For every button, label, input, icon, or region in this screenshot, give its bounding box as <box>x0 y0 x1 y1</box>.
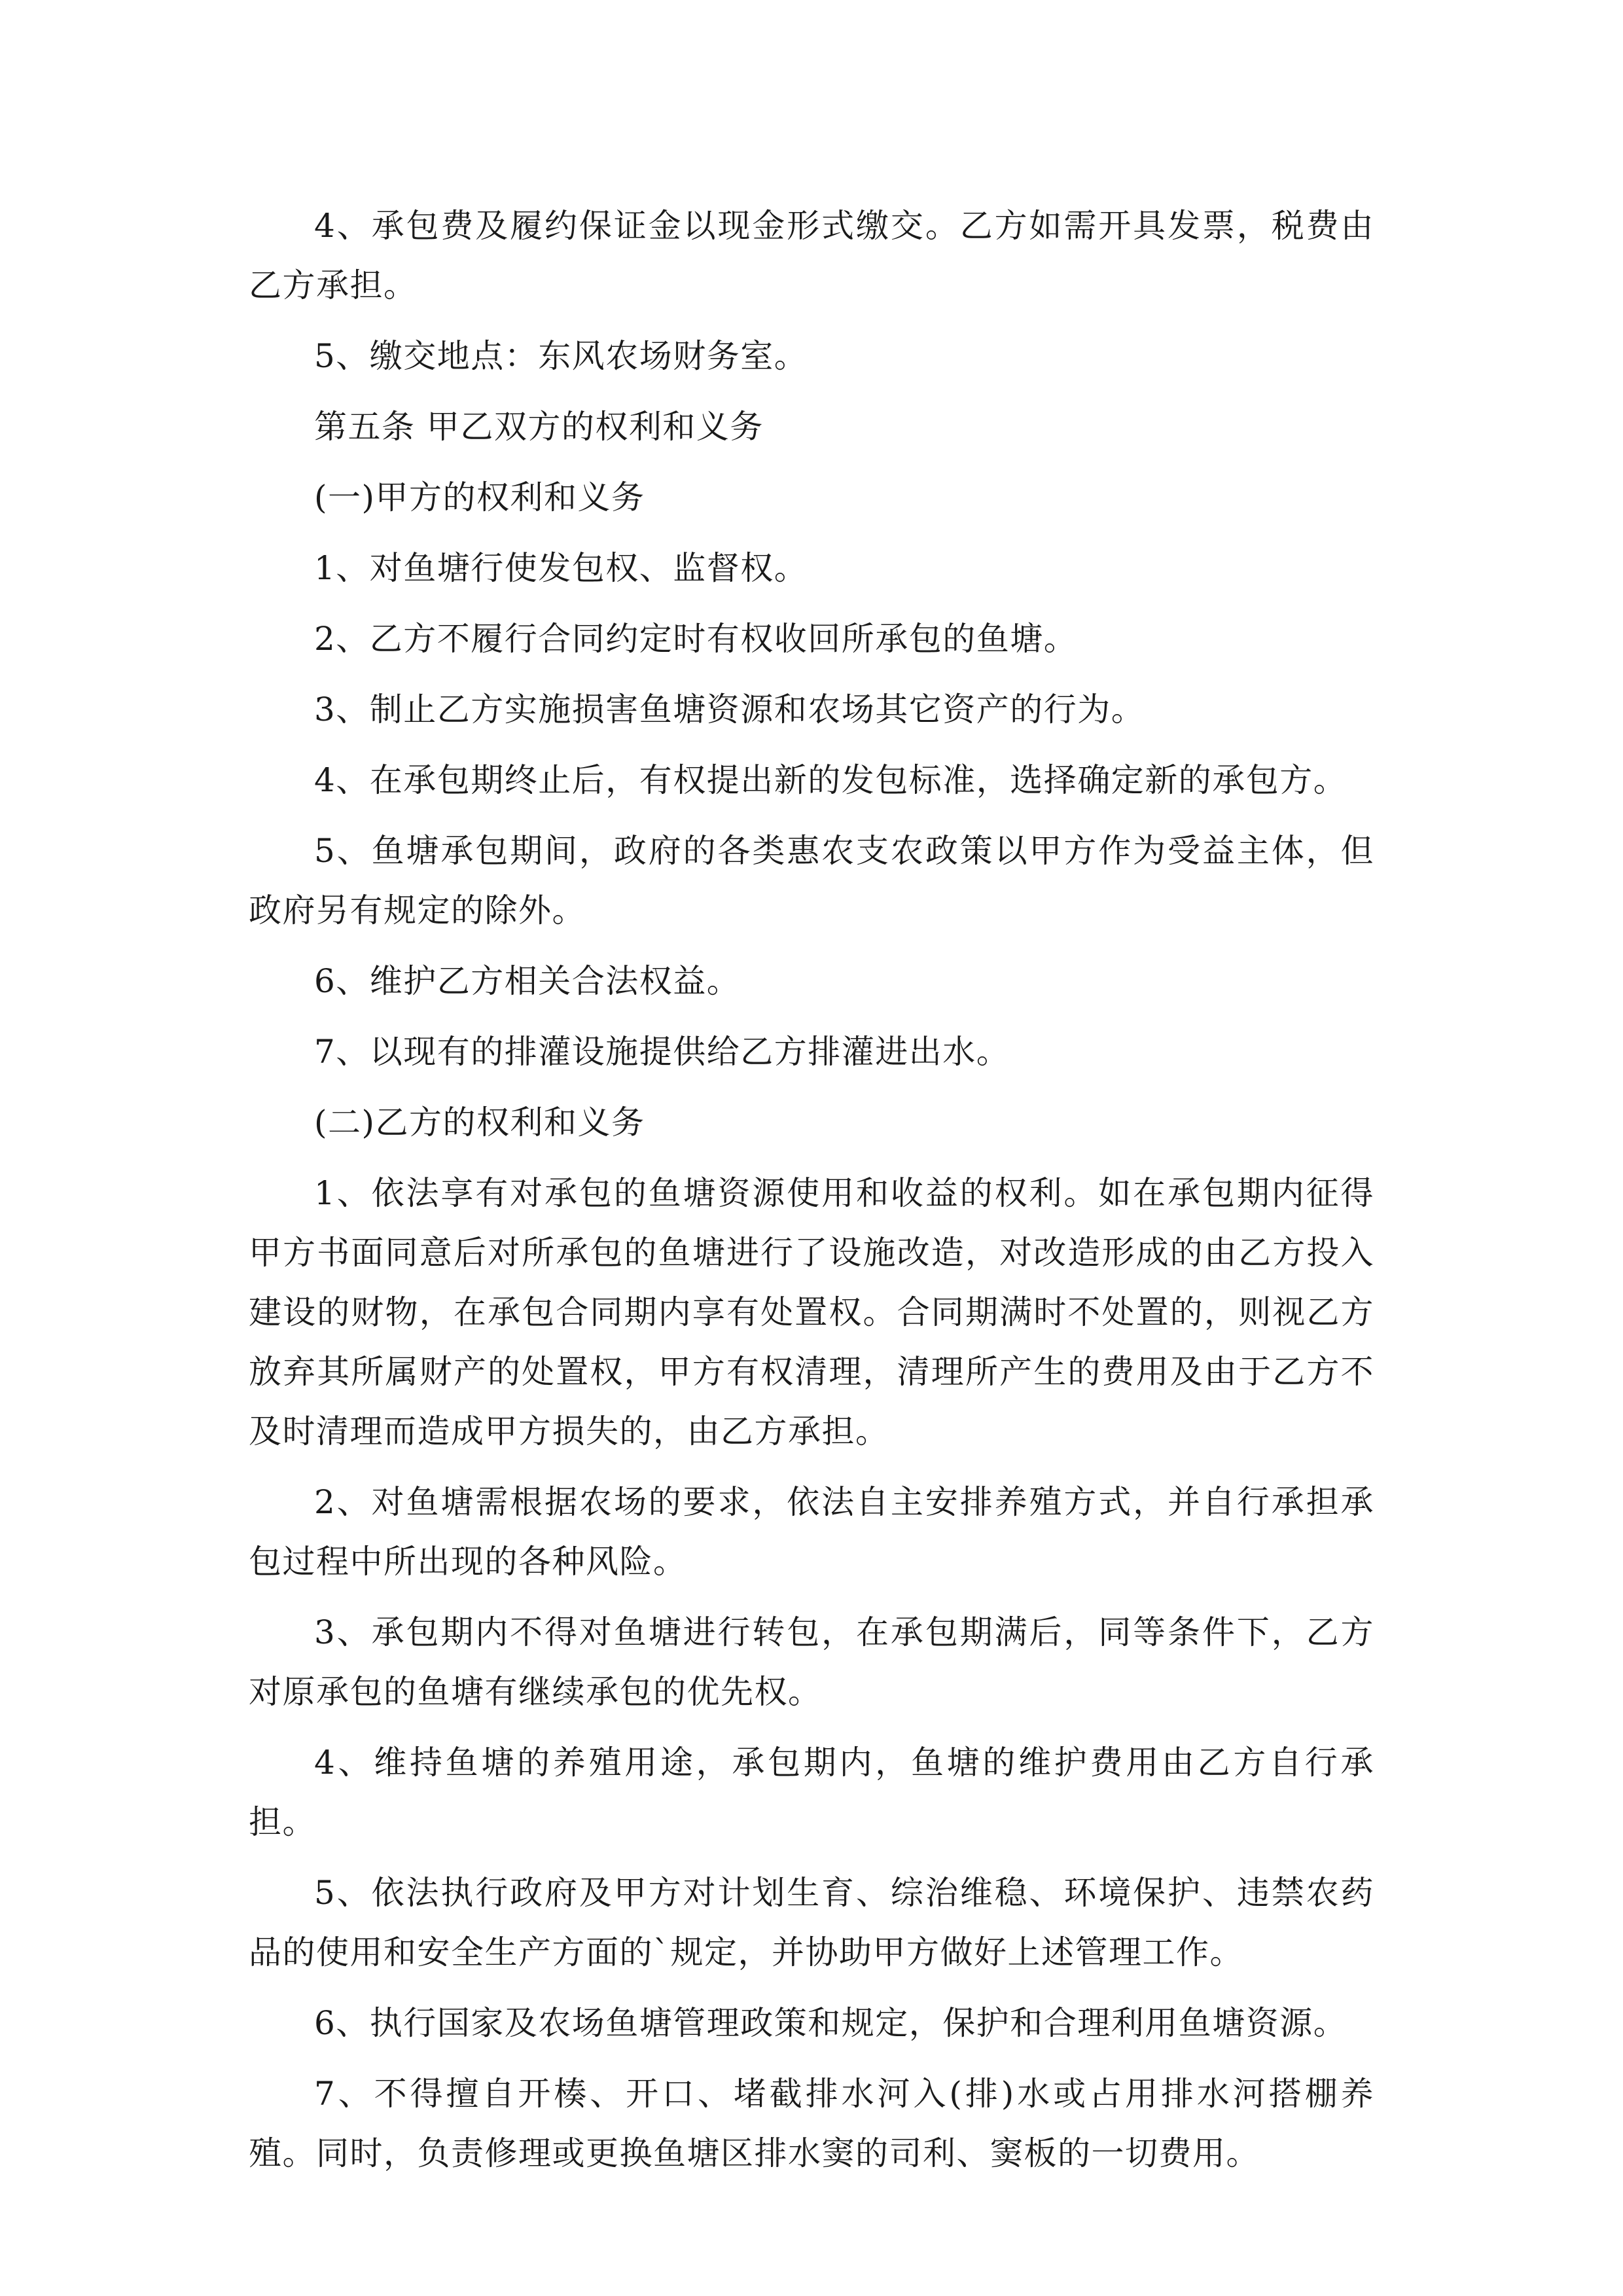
paragraph: 7、以现有的排灌设施提供给乙方排灌进出水。 <box>314 1033 1010 1071</box>
paragraph: 2、乙方不履行合同约定时有权收回所承包的鱼塘。 <box>314 620 1078 658</box>
subsection-heading: (一)甲方的权利和义务 <box>314 478 645 516</box>
paragraph: 1、对鱼塘行使发包权、监督权。 <box>314 549 808 587</box>
document-body <box>249 196 1374 2195</box>
paragraph: 6、维护乙方相关合法权益。 <box>314 962 741 1000</box>
paragraph: 2、对鱼塘需根据农场的要求，依法自主安排养殖方式，并自行承担承包过程中所出现的各种风险。 <box>249 1483 1374 1581</box>
paragraph: 3、承包期内不得对鱼塘进行转包，在承包期满后，同等条件下，乙方对原承包的鱼塘有继续承包的优先权。 <box>249 1613 1374 1711</box>
paragraph: 4、维持鱼塘的养殖用途，承包期内，鱼塘的维护费用由乙方自行承担。 <box>249 1744 1374 1841</box>
subsection-heading: (二)乙方的权利和义务 <box>314 1103 645 1141</box>
paragraph: 1、依法享有对承包的鱼塘资源使用和收益的权利。如在承包期内征得甲方书面同意后对所承包的鱼塘进行了设施改造，对改造形成的由乙方投入建设的财物，在承包合同期内享有处置权。合同期满时不处置的，则视乙方放弃其所属财产的处置权，甲方有权清理，清理所产生的费用及由于乙方不及时清理而造成甲方损失的，由乙方承担。 <box>249 1174 1374 1450</box>
paragraph: 5、依法执行政府及甲方对计划生育、综治维稳、环境保护、违禁农药品的使用和安全生产方面的`规定，并协助甲方做好上述管理工作。 <box>249 1874 1374 1971</box>
section-heading: 第五条 甲乙双方的权利和义务 <box>314 408 764 446</box>
paragraph: 5、鱼塘承包期间，政府的各类惠农支农政策以甲方作为受益主体，但政府另有规定的除外。 <box>249 832 1374 929</box>
paragraph: 3、制止乙方实施损害鱼塘资源和农场其它资产的行为。 <box>314 691 1145 728</box>
paragraph: 4、在承包期终止后，有权提出新的发包标准，选择确定新的承包方。 <box>314 761 1347 799</box>
paragraph: 5、缴交地点：东风农场财务室。 <box>314 337 808 375</box>
paragraph: 7、不得擅自开楱、开口、堵截排水河入(排)水或占用排水河搭棚养殖。同时，负责修理或更换鱼塘区排水窦的司利、窦板的一切费用。 <box>249 2075 1374 2172</box>
paragraph: 4、承包费及履约保证金以现金形式缴交。乙方如需开具发票，税费由乙方承担。 <box>249 207 1374 304</box>
paragraph: 6、执行国家及农场鱼塘管理政策和规定，保护和合理利用鱼塘资源。 <box>314 2004 1347 2042</box>
